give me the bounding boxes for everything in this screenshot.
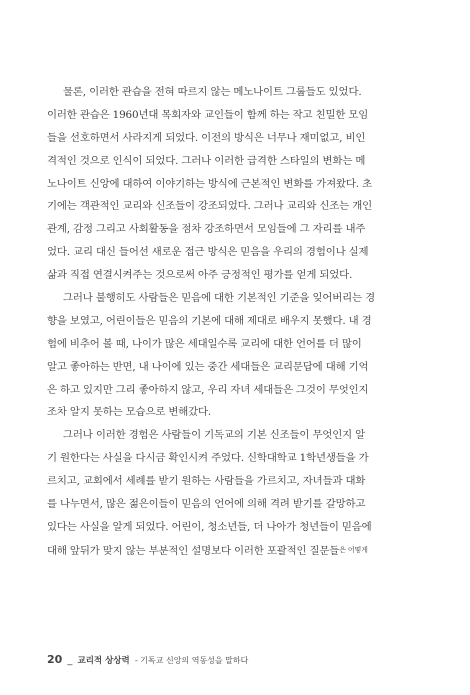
text-line: 알고 좋아하는 반면, 내 나이에 있는 중간 세대들은 교리문답에 대해 기억 [47, 360, 369, 373]
body-text [47, 81, 427, 562]
text-line: 조차 알지 못하는 모습으로 변해갔다. [47, 406, 212, 419]
text-line: 관계, 감정 그리고 사회활동을 점차 강조하면서 모임들에 그 자리를 내주 [47, 223, 366, 236]
text-line: 험에 비추어 볼 때, 나이가 많은 세대일수록 교리에 대한 언어를 더 많이 [47, 337, 362, 350]
text-line-last [47, 539, 427, 562]
text-line: 를 나누면서, 많은 젊은이들이 믿음의 언어에 의해 격려 받기를 갈망하고 [47, 498, 366, 511]
text-line: 있다는 사실을 알게 되었다. 어린이, 청소년들, 더 나아가 청년들이 믿음에 [47, 520, 372, 533]
text-line: 은 하고 있지만 그리 좋아하지 않고, 우리 자녀 세대들은 그것이 무엇인지 [47, 383, 369, 396]
page-number: 20 [47, 653, 63, 666]
paragraph-1 [47, 81, 427, 287]
book-subtitle: - 기독교 신앙의 역동성을 말하다 [134, 656, 249, 665]
paragraph-2 [47, 287, 427, 424]
text-line-tail: 은 어떻게 [339, 545, 368, 554]
text-line-main: 대해 앞뒤가 맞지 않는 부분적인 설명보다 이러한 포괄적인 질문들 [47, 544, 340, 557]
text-line: 격적인 것으로 인식이 되었다. 그러나 이러한 급격한 스타일의 변화는 메 [47, 154, 366, 167]
text-line: 기에는 객관적인 교리와 신조들이 강조되었다. 그러나 교리와 신조는 개인 [47, 200, 372, 213]
page-footer [47, 648, 248, 667]
text-line: 향을 보였고, 어린이들은 믿음의 기본에 대해 제대로 배우지 못했다. 내 경 [47, 314, 372, 327]
text-line: 그러나 불행히도 사람들은 믿음에 대한 기본적인 기준을 잊어버리는 경 [63, 292, 375, 305]
text-line: 그러나 이러한 경험은 사람들이 기독교의 기본 신조들이 무엇인지 알 [63, 429, 366, 442]
text-line: 물론, 이러한 관습을 전혀 따르지 않는 메노나이트 그룹들도 있었다. [63, 86, 362, 98]
footer-separator: _ [67, 655, 73, 666]
paragraph-3 [47, 424, 427, 561]
text-line: 르치고, 교회에서 세례를 받기 원하는 사람들을 가르치고, 자녀들과 대화 [47, 475, 366, 488]
text-line: 었다. 교리 대신 들어선 새로운 접근 방식은 믿음을 우리의 경험이나 실제 [47, 246, 369, 259]
text-line: 이러한 관습은 1960년대 목회자와 교인들이 함께 하는 작고 친밀한 모임 [47, 108, 369, 121]
text-line: 삶과 직접 연결시켜주는 것으로써 아주 긍정적인 평가를 얻게 되었다. [47, 269, 353, 282]
text-line: 들을 선호하면서 사라지게 되었다. 이전의 방식은 너무나 재미없고, 비인 [47, 131, 366, 144]
text-line: 노나이트 신앙에 대하여 이야기하는 방식에 근본적인 변화를 가져왔다. 초 [47, 177, 372, 190]
book-title: 교리적 상상력 [77, 656, 130, 666]
text-line: 기 원한다는 사실을 다시금 확인시켜 주었다. 신학대학교 1학년생들을 가 [47, 452, 369, 465]
